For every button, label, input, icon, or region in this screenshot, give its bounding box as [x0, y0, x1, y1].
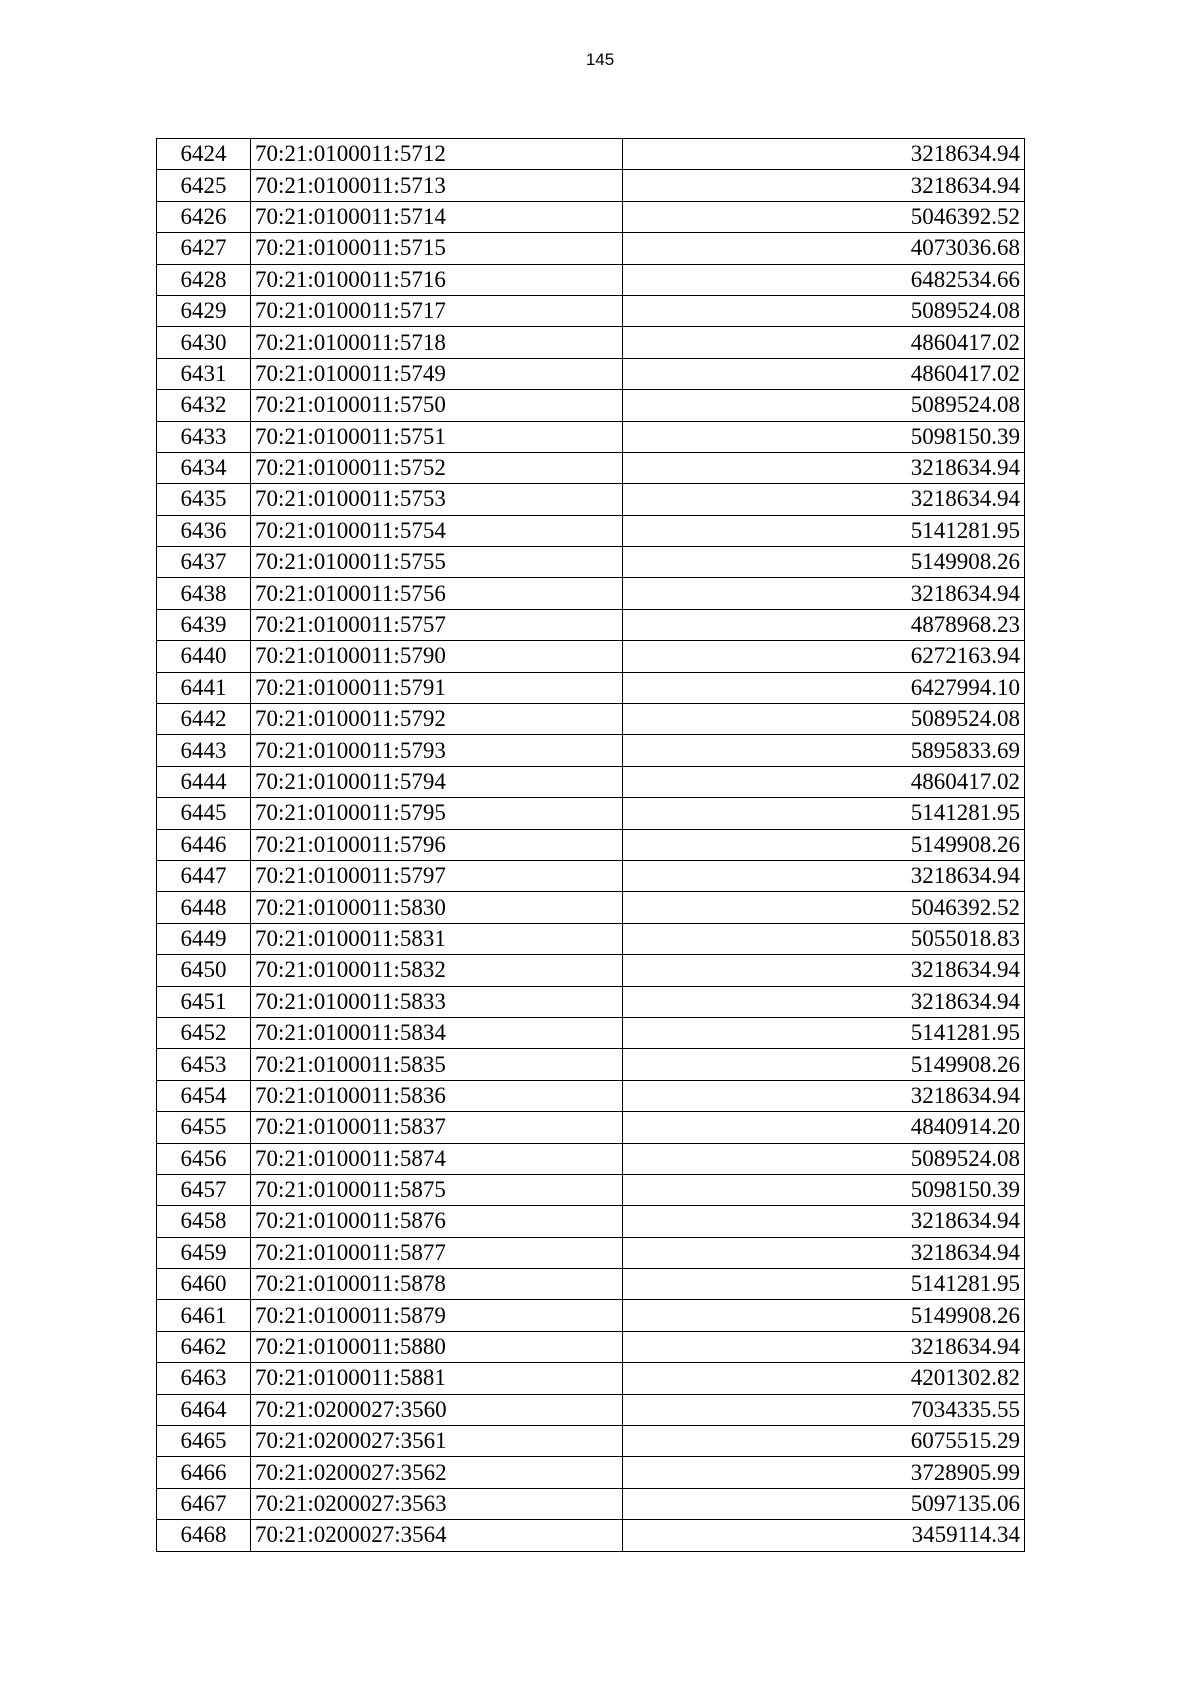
cadastral-value-cell: 5089524.08 — [623, 1143, 1025, 1174]
table-row — [157, 578, 1025, 609]
cadastral-value-cell: 3218634.94 — [623, 955, 1025, 986]
cadastral-number-cell: 70:21:0100011:5750 — [251, 390, 623, 421]
cadastral-number-cell: 70:21:0100011:5834 — [251, 1017, 623, 1048]
cadastral-number-cell: 70:21:0100011:5875 — [251, 1174, 623, 1205]
row-number-cell: 6442 — [157, 704, 251, 735]
cadastral-number-cell: 70:21:0100011:5794 — [251, 766, 623, 797]
table-row — [157, 1331, 1025, 1362]
table-row — [157, 1080, 1025, 1111]
row-number-cell: 6428 — [157, 264, 251, 295]
cadastral-value-cell: 5097135.06 — [623, 1488, 1025, 1519]
cadastral-value-cell: 4860417.02 — [623, 766, 1025, 797]
table-row — [157, 1237, 1025, 1268]
cadastral-value-cell: 5098150.39 — [623, 421, 1025, 452]
table-row — [157, 327, 1025, 358]
row-number-cell: 6438 — [157, 578, 251, 609]
table-row — [157, 201, 1025, 232]
cadastral-number-cell: 70:21:0100011:5756 — [251, 578, 623, 609]
row-number-cell: 6441 — [157, 672, 251, 703]
table-row — [157, 390, 1025, 421]
cadastral-value-cell: 6427994.10 — [623, 672, 1025, 703]
table-body — [157, 139, 1025, 1552]
row-number-cell: 6468 — [157, 1520, 251, 1551]
cadastral-number-cell: 70:21:0100011:5836 — [251, 1080, 623, 1111]
row-number-cell: 6443 — [157, 735, 251, 766]
cadastral-value-cell: 3218634.94 — [623, 1331, 1025, 1362]
cadastral-value-cell: 5089524.08 — [623, 390, 1025, 421]
cadastral-value-cell: 4840914.20 — [623, 1112, 1025, 1143]
cadastral-value-cell: 5149908.26 — [623, 547, 1025, 578]
cadastral-number-cell: 70:21:0100011:5795 — [251, 798, 623, 829]
cadastral-value-cell: 4860417.02 — [623, 358, 1025, 389]
cadastral-number-cell: 70:21:0100011:5716 — [251, 264, 623, 295]
row-number-cell: 6431 — [157, 358, 251, 389]
table-row — [157, 233, 1025, 264]
table-row — [157, 139, 1025, 170]
cadastral-number-cell: 70:21:0200027:3560 — [251, 1394, 623, 1425]
row-number-cell: 6466 — [157, 1457, 251, 1488]
cadastral-number-cell: 70:21:0100011:5832 — [251, 955, 623, 986]
cadastral-value-cell: 5141281.95 — [623, 515, 1025, 546]
row-number-cell: 6454 — [157, 1080, 251, 1111]
table-row — [157, 421, 1025, 452]
cadastral-value-cell: 3218634.94 — [623, 484, 1025, 515]
row-number-cell: 6456 — [157, 1143, 251, 1174]
cadastral-number-cell: 70:21:0100011:5792 — [251, 704, 623, 735]
cadastral-value-cell: 4860417.02 — [623, 327, 1025, 358]
row-number-cell: 6436 — [157, 515, 251, 546]
table-row — [157, 798, 1025, 829]
cadastral-value-cell: 7034335.55 — [623, 1394, 1025, 1425]
row-number-cell: 6445 — [157, 798, 251, 829]
row-number-cell: 6464 — [157, 1394, 251, 1425]
cadastral-number-cell: 70:21:0100011:5751 — [251, 421, 623, 452]
cadastral-value-cell: 4201302.82 — [623, 1363, 1025, 1394]
row-number-cell: 6426 — [157, 201, 251, 232]
cadastral-value-cell: 3218634.94 — [623, 1206, 1025, 1237]
cadastral-number-cell: 70:21:0100011:5715 — [251, 233, 623, 264]
cadastral-value-cell: 5098150.39 — [623, 1174, 1025, 1205]
row-number-cell: 6427 — [157, 233, 251, 264]
cadastral-value-cell: 3218634.94 — [623, 452, 1025, 483]
row-number-cell: 6424 — [157, 139, 251, 170]
table-row — [157, 515, 1025, 546]
table-row — [157, 358, 1025, 389]
cadastral-number-cell: 70:21:0100011:5876 — [251, 1206, 623, 1237]
cadastral-number-cell: 70:21:0100011:5877 — [251, 1237, 623, 1268]
table-row — [157, 1488, 1025, 1519]
row-number-cell: 6463 — [157, 1363, 251, 1394]
cadastral-value-cell: 4878968.23 — [623, 609, 1025, 640]
cadastral-number-cell: 70:21:0100011:5881 — [251, 1363, 623, 1394]
cadastral-number-cell: 70:21:0100011:5712 — [251, 139, 623, 170]
row-number-cell: 6450 — [157, 955, 251, 986]
cadastral-number-cell: 70:21:0100011:5835 — [251, 1049, 623, 1080]
table-row — [157, 170, 1025, 201]
cadastral-value-cell: 5141281.95 — [623, 798, 1025, 829]
cadastral-number-cell: 70:21:0100011:5797 — [251, 860, 623, 891]
row-number-cell: 6455 — [157, 1112, 251, 1143]
cadastral-value-cell: 6482534.66 — [623, 264, 1025, 295]
table-row — [157, 1300, 1025, 1331]
table-row — [157, 955, 1025, 986]
row-number-cell: 6434 — [157, 452, 251, 483]
cadastral-value-cell: 5055018.83 — [623, 923, 1025, 954]
row-number-cell: 6452 — [157, 1017, 251, 1048]
cadastral-value-cell: 5089524.08 — [623, 704, 1025, 735]
table-row — [157, 295, 1025, 326]
cadastral-number-cell: 70:21:0100011:5879 — [251, 1300, 623, 1331]
row-number-cell: 6430 — [157, 327, 251, 358]
table-row — [157, 484, 1025, 515]
row-number-cell: 6459 — [157, 1237, 251, 1268]
table-row — [157, 1520, 1025, 1551]
table-row — [157, 1206, 1025, 1237]
cadastral-value-cell: 4073036.68 — [623, 233, 1025, 264]
cadastral-number-cell: 70:21:0100011:5713 — [251, 170, 623, 201]
table-row — [157, 1143, 1025, 1174]
table-row — [157, 1363, 1025, 1394]
row-number-cell: 6440 — [157, 641, 251, 672]
row-number-cell: 6465 — [157, 1426, 251, 1457]
cadastral-number-cell: 70:21:0200027:3564 — [251, 1520, 623, 1551]
cadastral-number-cell: 70:21:0100011:5714 — [251, 201, 623, 232]
cadastral-value-cell: 3218634.94 — [623, 139, 1025, 170]
cadastral-value-cell: 5149908.26 — [623, 1300, 1025, 1331]
table-row — [157, 923, 1025, 954]
row-number-cell: 6446 — [157, 829, 251, 860]
row-number-cell: 6449 — [157, 923, 251, 954]
cadastral-number-cell: 70:21:0100011:5837 — [251, 1112, 623, 1143]
cadastral-number-cell: 70:21:0100011:5880 — [251, 1331, 623, 1362]
cadastral-value-cell: 5895833.69 — [623, 735, 1025, 766]
cadastral-number-cell: 70:21:0100011:5749 — [251, 358, 623, 389]
table-row — [157, 766, 1025, 797]
row-number-cell: 6433 — [157, 421, 251, 452]
table-row — [157, 264, 1025, 295]
cadastral-value-cell: 5149908.26 — [623, 829, 1025, 860]
row-number-cell: 6432 — [157, 390, 251, 421]
cadastral-number-cell: 70:21:0100011:5755 — [251, 547, 623, 578]
cadastral-number-cell: 70:21:0100011:5753 — [251, 484, 623, 515]
table-row — [157, 1174, 1025, 1205]
table-row — [157, 1017, 1025, 1048]
page-number: 145 — [585, 50, 615, 69]
row-number-cell: 6460 — [157, 1269, 251, 1300]
row-number-cell: 6467 — [157, 1488, 251, 1519]
cadastral-value-cell: 3218634.94 — [623, 1080, 1025, 1111]
cadastral-value-cell: 5141281.95 — [623, 1017, 1025, 1048]
cadastral-number-cell: 70:21:0100011:5793 — [251, 735, 623, 766]
table-row — [157, 1269, 1025, 1300]
table-row — [157, 672, 1025, 703]
cadastral-value-cell: 5089524.08 — [623, 295, 1025, 326]
cadastral-number-cell: 70:21:0100011:5791 — [251, 672, 623, 703]
cadastral-value-cell: 3218634.94 — [623, 578, 1025, 609]
row-number-cell: 6447 — [157, 860, 251, 891]
table-row — [157, 452, 1025, 483]
cadastral-number-cell: 70:21:0100011:5717 — [251, 295, 623, 326]
cadastral-number-cell: 70:21:0100011:5874 — [251, 1143, 623, 1174]
cadastral-value-cell: 3218634.94 — [623, 986, 1025, 1017]
cadastral-number-cell: 70:21:0100011:5757 — [251, 609, 623, 640]
cadastral-number-cell: 70:21:0100011:5790 — [251, 641, 623, 672]
row-number-cell: 6425 — [157, 170, 251, 201]
cadastral-number-cell: 70:21:0100011:5833 — [251, 986, 623, 1017]
table-row — [157, 1426, 1025, 1457]
table-row — [157, 547, 1025, 578]
cadastral-value-cell: 3459114.34 — [623, 1520, 1025, 1551]
row-number-cell: 6437 — [157, 547, 251, 578]
row-number-cell: 6453 — [157, 1049, 251, 1080]
row-number-cell: 6451 — [157, 986, 251, 1017]
row-number-cell: 6435 — [157, 484, 251, 515]
cadastral-number-cell: 70:21:0100011:5752 — [251, 452, 623, 483]
cadastral-number-cell: 70:21:0200027:3563 — [251, 1488, 623, 1519]
cadastral-value-table — [156, 138, 1025, 1552]
cadastral-value-cell: 3218634.94 — [623, 860, 1025, 891]
row-number-cell: 6429 — [157, 295, 251, 326]
row-number-cell: 6462 — [157, 1331, 251, 1362]
cadastral-value-cell: 3728905.99 — [623, 1457, 1025, 1488]
cadastral-number-cell: 70:21:0100011:5796 — [251, 829, 623, 860]
cadastral-number-cell: 70:21:0100011:5754 — [251, 515, 623, 546]
table-row — [157, 860, 1025, 891]
cadastral-number-cell: 70:21:0100011:5718 — [251, 327, 623, 358]
row-number-cell: 6458 — [157, 1206, 251, 1237]
table-row — [157, 609, 1025, 640]
cadastral-value-cell: 5141281.95 — [623, 1269, 1025, 1300]
cadastral-number-cell: 70:21:0200027:3561 — [251, 1426, 623, 1457]
cadastral-value-cell: 3218634.94 — [623, 1237, 1025, 1268]
table-row — [157, 1457, 1025, 1488]
table-row — [157, 892, 1025, 923]
cadastral-value-cell: 3218634.94 — [623, 170, 1025, 201]
cadastral-value-cell: 6272163.94 — [623, 641, 1025, 672]
cadastral-value-cell: 5046392.52 — [623, 201, 1025, 232]
table-row — [157, 829, 1025, 860]
cadastral-value-cell: 5149908.26 — [623, 1049, 1025, 1080]
row-number-cell: 6461 — [157, 1300, 251, 1331]
row-number-cell: 6444 — [157, 766, 251, 797]
table-row — [157, 1049, 1025, 1080]
cadastral-number-cell: 70:21:0100011:5831 — [251, 923, 623, 954]
cadastral-number-cell: 70:21:0100011:5878 — [251, 1269, 623, 1300]
table-row — [157, 1112, 1025, 1143]
cadastral-number-cell: 70:21:0100011:5830 — [251, 892, 623, 923]
table-row — [157, 1394, 1025, 1425]
cadastral-number-cell: 70:21:0200027:3562 — [251, 1457, 623, 1488]
row-number-cell: 6448 — [157, 892, 251, 923]
table-row — [157, 735, 1025, 766]
cadastral-value-cell: 5046392.52 — [623, 892, 1025, 923]
cadastral-value-cell: 6075515.29 — [623, 1426, 1025, 1457]
row-number-cell: 6457 — [157, 1174, 251, 1205]
row-number-cell: 6439 — [157, 609, 251, 640]
table-row — [157, 704, 1025, 735]
table-row — [157, 641, 1025, 672]
table-row — [157, 986, 1025, 1017]
